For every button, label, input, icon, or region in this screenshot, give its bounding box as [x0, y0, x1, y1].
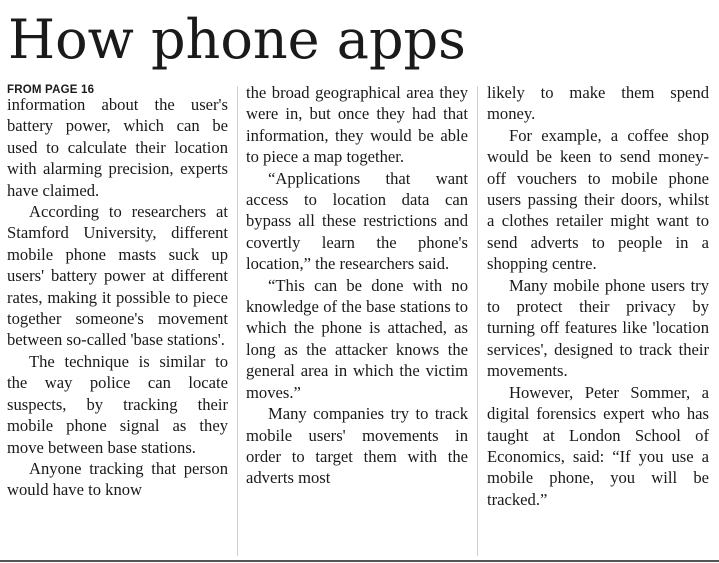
- paragraph: information about the user's battery power, which can be used to calculate their location with alarming precision, experts have claimed.: [7, 95, 228, 200]
- paragraph: According to researchers at Stamford University, different mobile phone masts suck up users' battery power at different rates, making it possible to piece together someone's movement between so-called 'base stations'.: [7, 202, 228, 350]
- paragraph: likely to make them spend money.: [487, 83, 709, 124]
- paragraph: Many mobile phone users try to protect their privacy by turning off features like 'location services', designed to track their movements.: [487, 275, 709, 381]
- article-column-2: [246, 82, 468, 489]
- headline: How phone apps: [8, 8, 466, 71]
- paragraph: For example, a coffee shop would be keen to send money-off vouchers to mobile phone users passing their doors, whilst a clothes retailer might want to send adverts to people in a shopping centre.: [487, 125, 709, 274]
- paragraph: “Applications that want access to location data can bypass all these restrictions and covertly learn the phone's location,” the researchers said.: [246, 168, 468, 274]
- continued-from-label: FROM PAGE 16: [7, 84, 95, 96]
- paragraph: Anyone tracking that person would have to know: [7, 458, 228, 500]
- paragraph: the broad geographical area they were in, but once they had that information, they would be able to piece a map together.: [246, 83, 468, 167]
- paragraph: However, Peter Sommer, a digital forensics expert who has taught at London School of Economics, said: “If you use a mobile phone, you will be tracked.”: [487, 382, 709, 509]
- paragraph: Many companies try to track mobile users' movements in order to target them with the adverts most: [246, 404, 468, 488]
- paragraph: The technique is similar to the way police can locate suspects, by tracking their mobile phone signal as they move between base stations.: [7, 351, 228, 457]
- bottom-edge: [0, 560, 719, 562]
- column-divider: [477, 86, 478, 556]
- paragraph: “This can be done with no knowledge of the base stations to which the phone is attached, as long as the attacker knows the general area in which the victim moves.”: [246, 275, 468, 402]
- article-column-3: [487, 82, 709, 510]
- column-divider: [237, 86, 238, 556]
- article-column-1: [7, 82, 228, 501]
